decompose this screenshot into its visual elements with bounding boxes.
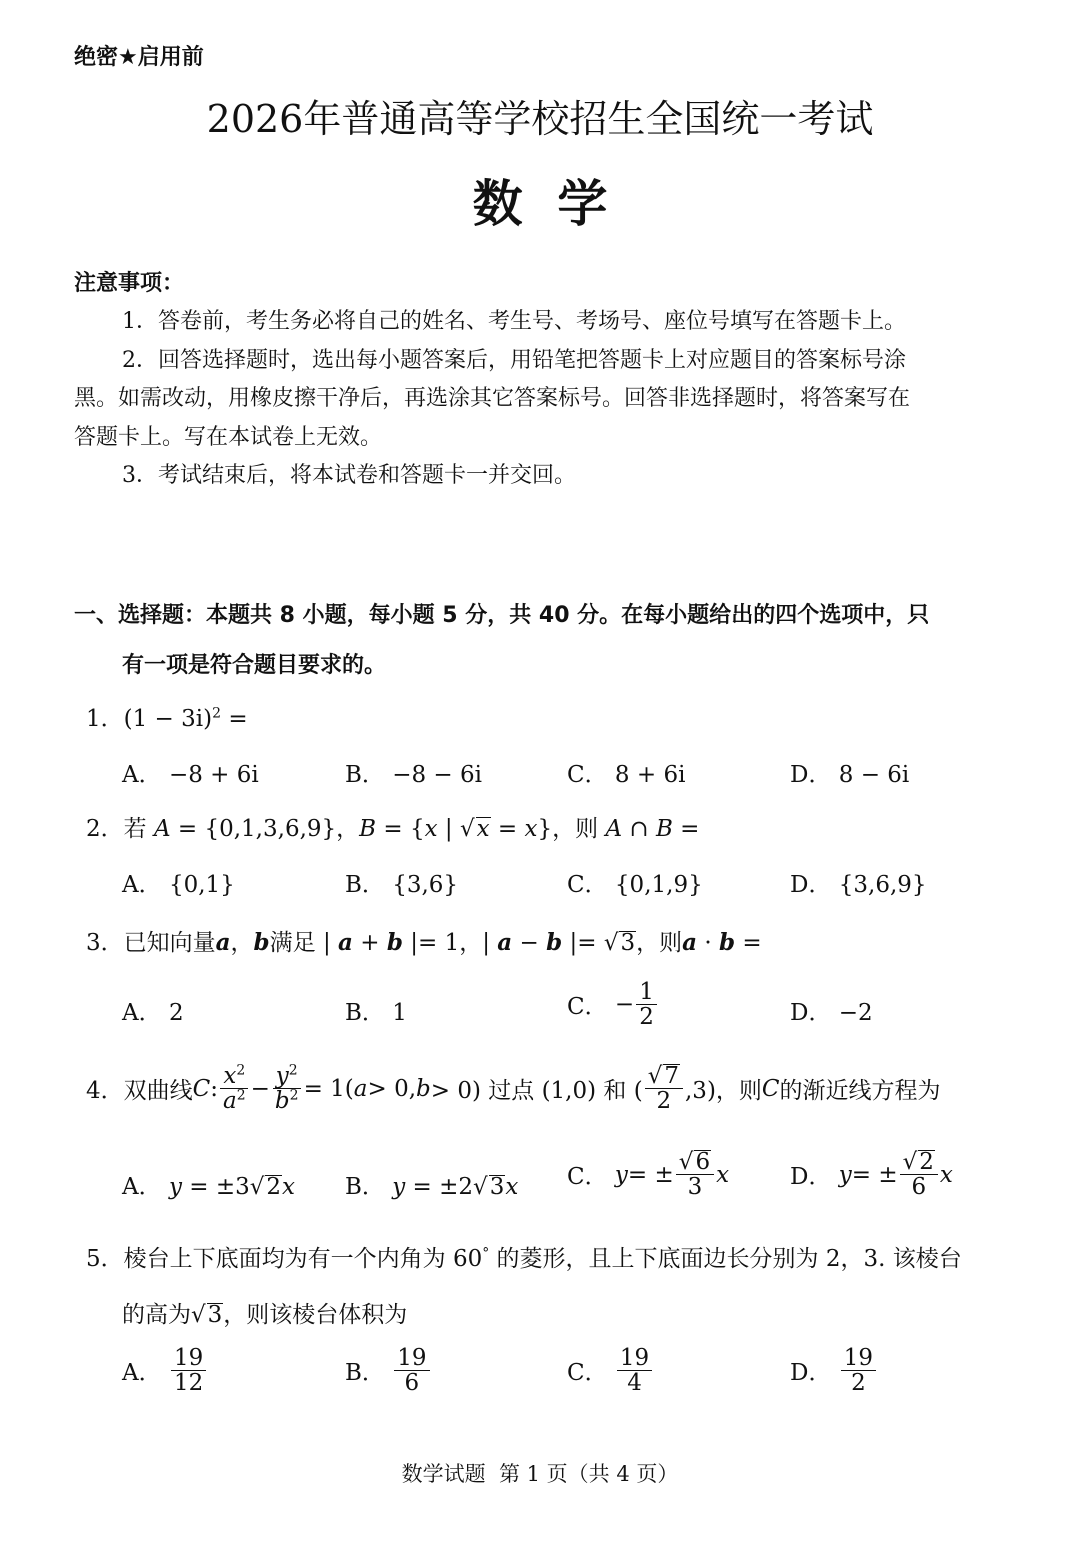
question-5-line-1: 5．棱台上下底面均为有一个内角为 60° 的菱形，且上下底面边长分别为 2，3. 该棱台 <box>86 1245 962 1272</box>
question-number: 4． <box>86 1078 124 1105</box>
question-1: 1．$(1 - 3i)^2$ = <box>86 705 248 732</box>
q3-option-b[interactable]: B． 1 <box>345 1000 407 1026</box>
sqrt-sign: √ <box>603 930 619 956</box>
question-5-line-2: 的高为√3，则该棱台体积为 <box>122 1302 408 1328</box>
q4-option-b[interactable]: B． y = ±2√3x <box>345 1174 519 1200</box>
q5-option-a[interactable]: A． $\frac{19}{12}$ <box>122 1346 208 1395</box>
question-number: 2． <box>86 816 124 842</box>
q5-option-b[interactable]: B． $\frac{19}{6}$ <box>345 1346 432 1395</box>
q1-option-c[interactable]: C． 8 + 6i <box>567 762 686 788</box>
fraction: $\frac{√2}{6}$ <box>900 1150 938 1199</box>
fraction: $\frac{x^2}{a^2}$ <box>220 1064 249 1113</box>
confidential-mark: 绝密★启用前 <box>74 45 204 70</box>
q3-option-a[interactable]: A． 2 <box>122 1000 184 1026</box>
notice-item-3: 3．考试结束后，将本试卷和答题卡一并交回。 <box>122 463 576 488</box>
q1-option-a[interactable]: A． −8 + 6i <box>122 762 259 788</box>
question-number: 1． <box>86 706 124 732</box>
fraction: $\frac{1}{2}$ <box>636 980 657 1029</box>
fraction: $\frac{√6}{3}$ <box>676 1150 714 1199</box>
exam-title: 2026年普通高等学校招生全国统一考试 <box>206 97 874 141</box>
sqrt-sign: √ <box>459 816 475 842</box>
notice-item-1: 1．答卷前，考生务必将自己的姓名、考生号、考场号、座位号填写在答题卡上。 <box>122 309 906 334</box>
q1-option-d[interactable]: D． 8 − 6i <box>790 762 910 788</box>
section-heading-line-2: 有一项是符合题目要求的。 <box>122 653 387 678</box>
q2-option-a[interactable]: A． {0,1} <box>122 872 235 898</box>
question-3: 3．已知向量a，b满足 | a + b |= 1，| a − b |= √3，则a · b = <box>86 929 762 956</box>
q2-option-b[interactable]: B． {3,6} <box>345 872 459 898</box>
question-number: 3． <box>86 930 124 956</box>
q1-option-b[interactable]: B． −8 − 6i <box>345 762 483 788</box>
page-footer: 数学试题 第 1 页（共 4 页） <box>401 1462 679 1486</box>
section-heading-line-1: 一、选择题：本题共 8 小题，每小题 5 分，共 40 分。在每小题给出的四个选项中，只 <box>74 603 930 628</box>
question-stem: (1 − 3i) <box>123 706 213 732</box>
fraction: $\frac{y^2}{b^2}$ <box>272 1064 302 1113</box>
notice-item-2-line-2: 黑。如需改动，用橡皮擦干净后，再选涂其它答案标号。回答非选择题时，将答案写在 <box>74 386 911 411</box>
q3-option-d[interactable]: D． −2 <box>790 1000 873 1026</box>
q4-option-a[interactable]: A． y = ±3√2x <box>122 1174 296 1200</box>
fraction: $\frac{19}{4}$ <box>617 1346 652 1395</box>
q5-option-d[interactable]: D． $\frac{19}{2}$ <box>790 1346 878 1395</box>
q5-option-c[interactable]: C． $\frac{19}{4}$ <box>567 1346 654 1395</box>
fraction: $\frac{√7}{2}$ <box>645 1064 683 1113</box>
fraction: $\frac{19}{2}$ <box>841 1346 876 1395</box>
q4-option-c[interactable]: C． y = ± $\frac{√6}{3}$ x <box>567 1149 730 1201</box>
notice-item-2-line-3: 答题卡上。写在本试卷上无效。 <box>74 425 383 450</box>
question-4: 4． 双曲线 C : $\frac{x^2}{a^2}$ − $\frac{y^2}{b^2}$ = 1( a > 0, b > 0) 过点 (1,0) 和 ( $\frac{√7}{2}$ ,3)，则 C 的渐近线方程为 <box>86 1062 941 1115</box>
q4-option-d[interactable]: D． y = ± $\frac{√2}{6}$ x <box>790 1149 953 1201</box>
notice-heading: 注意事项： <box>74 271 185 296</box>
notice-item-2-line-1: 2．回答选择题时，选出每小题答案后，用铅笔把答题卡上对应题目的答案标号涂 <box>122 348 906 373</box>
q2-option-c[interactable]: C． {0,1,9} <box>567 872 703 898</box>
fraction: $\frac{19}{12}$ <box>171 1346 206 1395</box>
question-2: 2．若 A = {0,1,3,6,9}，B = {x | √x = x}，则 A ∩ B = <box>86 816 700 842</box>
fraction: $\frac{19}{6}$ <box>394 1346 429 1395</box>
q2-option-d[interactable]: D． {3,6,9} <box>790 872 927 898</box>
q3-option-c[interactable]: C． − $\frac{1}{2}$ <box>567 980 659 1029</box>
question-number: 5． <box>86 1246 124 1272</box>
subject-title: 数 学 <box>472 175 608 233</box>
